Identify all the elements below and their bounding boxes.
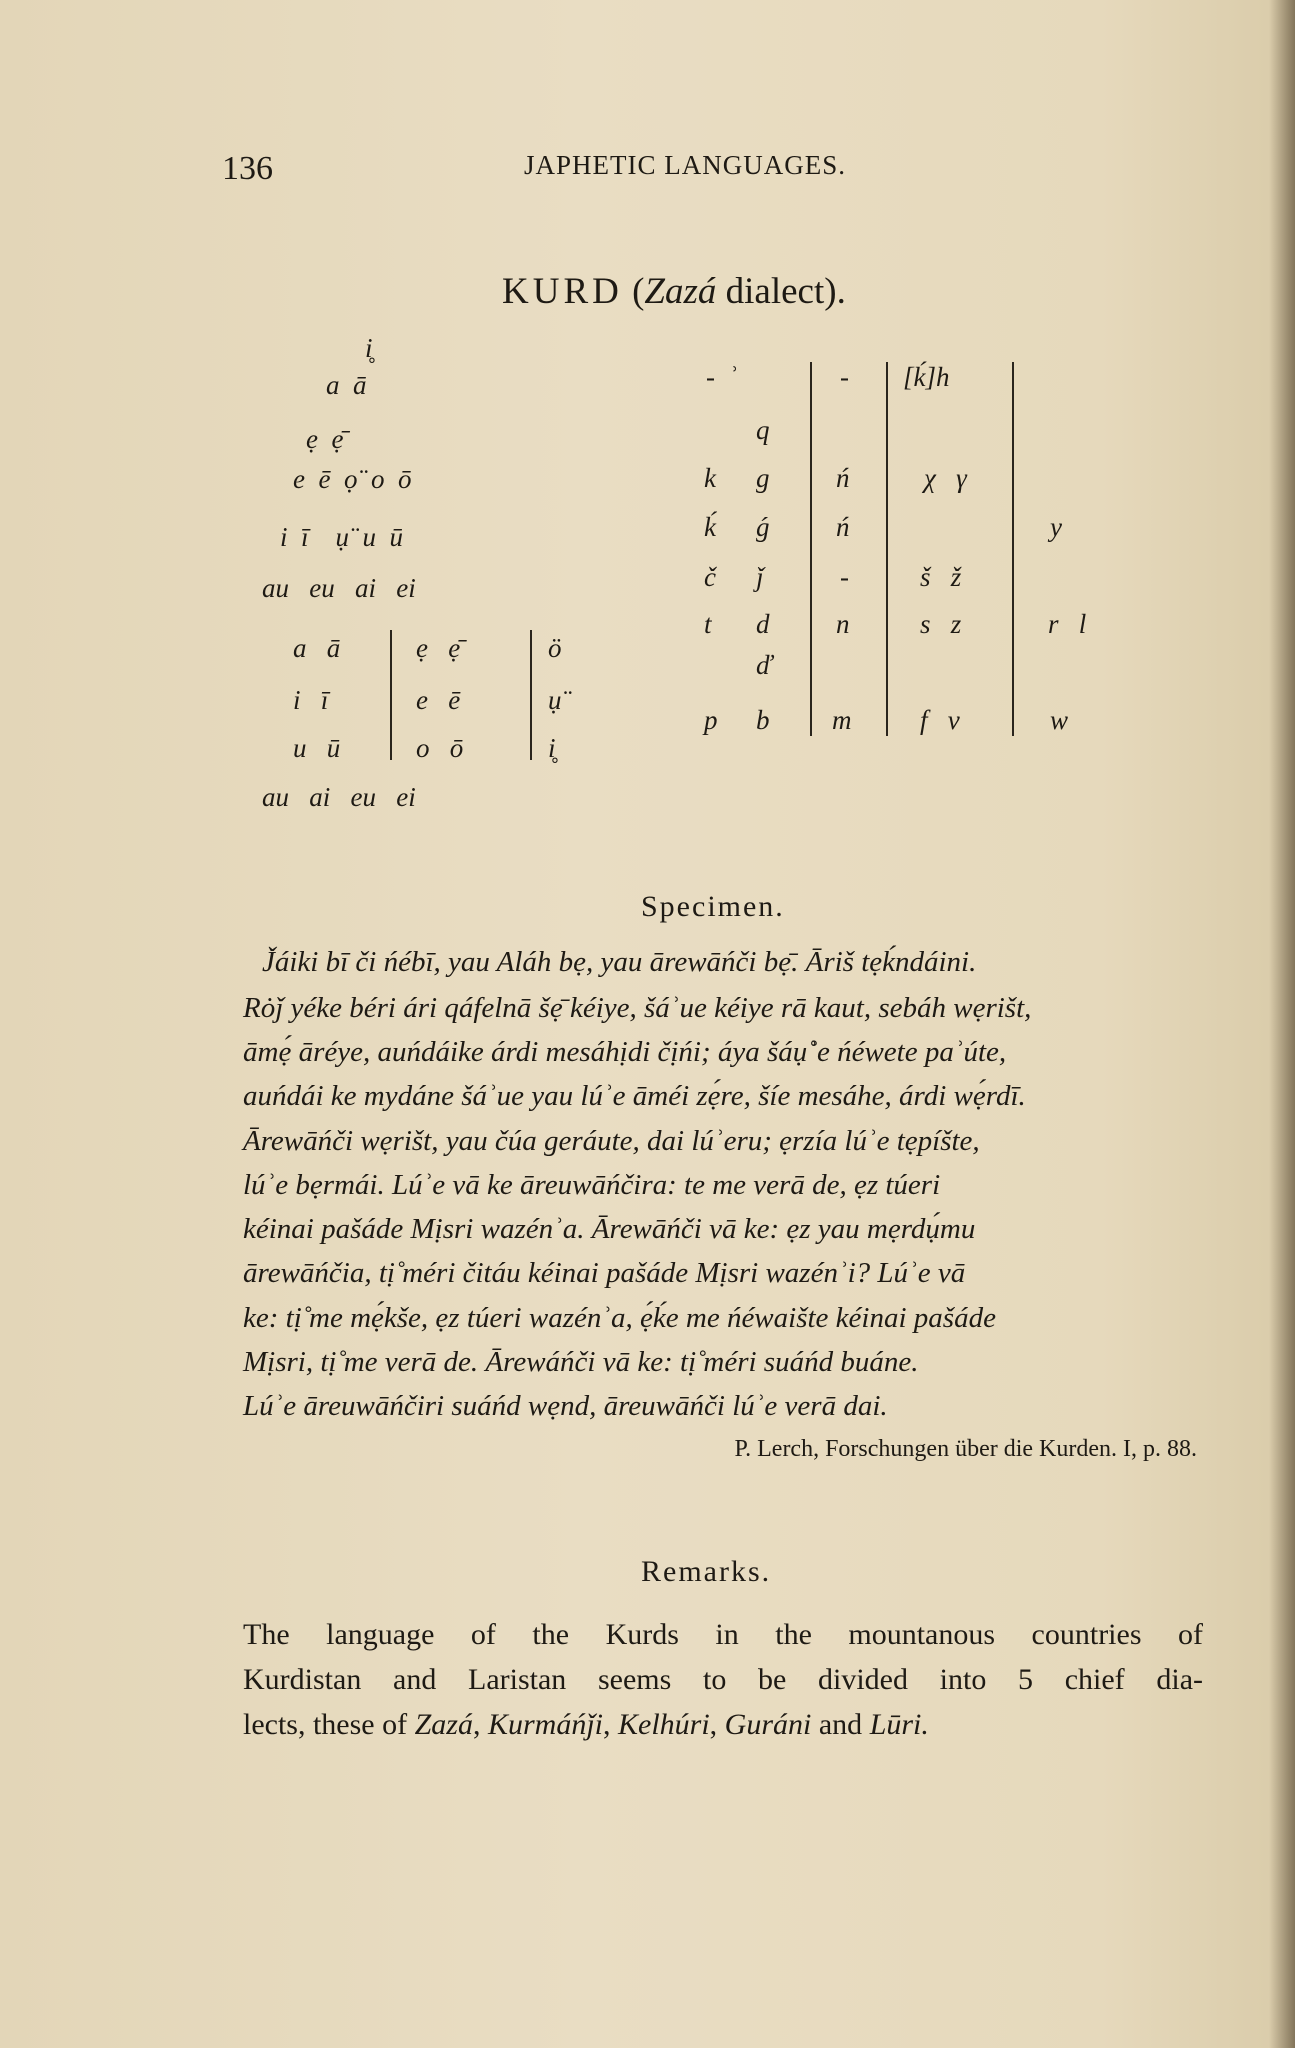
remarks-line-2: Kurdistan and Laristan seems to be divided into 5 chief dia- (243, 1663, 1203, 1696)
vowel-grid-c2-r2: e ē (416, 685, 461, 715)
cons-k: k (704, 463, 716, 493)
cons-g-acute: ǵ (756, 512, 770, 542)
cons-d: d (756, 609, 770, 639)
specimen-line-3: āmẹ́ āréye, auńdáike árdi mesáhịdi čịńi; áya šáụ̊ʾe ńéwete paʾúte, (243, 1036, 1007, 1068)
vowel-row-diphthongs: au eu ai ei (262, 573, 416, 603)
running-title: JAPHETIC LANGUAGES. (524, 150, 846, 180)
cons-header-3: [ḱ]h (903, 362, 950, 392)
section-title (502, 270, 846, 313)
cons-n: n (836, 609, 850, 639)
cons-k-acute: ḱ (704, 512, 716, 542)
cons-chi-gamma: χ γ (924, 463, 967, 493)
cons-c-caron: č (704, 562, 716, 592)
cons-m: m (832, 705, 852, 735)
cons-p: p (704, 705, 718, 735)
vowel-grid-c2-r1: ẹ ẹ̄ (416, 633, 461, 663)
vowel-grid-divider-2 (530, 630, 532, 760)
specimen-heading: Specimen. (641, 890, 785, 923)
title-dialect-word: dialect). (716, 271, 846, 312)
remarks-heading: Remarks. (641, 1555, 772, 1588)
separator: and (811, 1708, 870, 1741)
vowel-grid-c2-r3: o ō (416, 733, 464, 763)
vowel-row-a: a ā (326, 370, 367, 400)
cons-y: y (1050, 512, 1062, 542)
cons-divider-3 (1012, 362, 1014, 736)
cons-header-1: - ʾ (706, 362, 738, 392)
specimen-line-11: Lúʾe āreuwāńčiri suáńd wẹnd, āreuwāńči lúʾe verā dai. (243, 1390, 888, 1422)
cons-dash: - (840, 562, 849, 592)
cons-t: t (704, 609, 712, 639)
cons-header-2: - (840, 362, 849, 392)
separator: , (603, 1708, 618, 1741)
remarks-line-3 (243, 1702, 1203, 1747)
vowel-grid-c3-r1: ö (548, 633, 562, 663)
vowel-top-i: i̥ (365, 333, 373, 363)
specimen-line-6: lúʾe bẹrmái. Lúʾe vā ke āreuwāńčira: te me verā de, ẹz túeri (243, 1169, 941, 1201)
vowel-row-i-u: i ī ụ̈ u ū (280, 522, 404, 552)
vowel-grid-c1-r1: a ā (293, 633, 341, 663)
vowel-row-e-dot: ẹ ẹ̄ (306, 424, 344, 454)
cons-divider-1 (810, 362, 812, 736)
vowel-grid-c3-r2: ụ̈ (548, 685, 562, 715)
title-kurd: KURD (502, 271, 623, 312)
page-edge-shadow (1269, 0, 1295, 2048)
cons-s-z: s z (920, 609, 962, 639)
dialect-zaza: Zazá (414, 1708, 473, 1741)
separator: , (472, 1708, 488, 1741)
title-dialect-open: ( (632, 271, 645, 312)
specimen-line-4: auńdái ke mydáne šáʾue yau lúʾe āméi zẹ́re, šíe mesáhe, árdi wẹ́rdī. (243, 1080, 1026, 1112)
vowel-grid-c1-r2: i ī (293, 685, 329, 715)
dialect-luri: Lūri. (869, 1708, 929, 1741)
dialect-kelhuri: Kelhúri (618, 1708, 710, 1741)
title-dialect-name: Zazá (644, 271, 717, 312)
vowel-bottom-diphthongs: au ai eu ei (262, 782, 416, 812)
cons-w: w (1050, 705, 1069, 735)
separator: , (709, 1708, 725, 1741)
specimen-line-2: Rȯǰ yéke béri ári qáfelnā šẹ̄ kéiye, šáʾue kéiye rā kaut, sebáh wẹrišt, (243, 992, 1032, 1024)
specimen-line-8: ārewāńčia, tị̊ méri čitáu kéinai pašáde Mịsri wazénʾi? Lúʾe vā (243, 1257, 966, 1289)
cons-d-caron: ď (756, 650, 773, 680)
remarks-line-3-prefix: lects, these of (243, 1708, 415, 1741)
cons-n-acute-1: ń (836, 463, 850, 493)
cons-q: q (756, 415, 770, 445)
vowel-grid-c3-r3: i̥ (548, 733, 556, 763)
page-number: 136 (222, 150, 273, 187)
specimen-line-1: J̌áiki bī či ńébī, yau Aláh bẹ, yau ārewāńči bẹ̄. Āriš tẹḱndáini. (262, 946, 977, 978)
cons-r-l: r l (1048, 609, 1087, 639)
vowel-grid-c1-r3: u ū (293, 733, 341, 763)
specimen-line-7: kéinai pašáde Mịsri wazénʾa. Ārewāńči vā ke: ẹz yau mẹrdụ́mu (243, 1213, 976, 1245)
vowel-grid-divider-1 (390, 630, 392, 760)
specimen-line-9: ke: tị̊ me mẹ́kše, ẹz túeri wazénʾa, ẹ́ḱe me ńéwaište kéinai pašáde (243, 1302, 996, 1334)
cons-g: g (756, 463, 770, 493)
remarks-paragraph (243, 1612, 1203, 1747)
dialect-gurani: Guráni (724, 1708, 812, 1741)
cons-j-caron: ǰ (756, 562, 764, 592)
dialect-kurmanji: Kurmáńǰi (487, 1708, 603, 1741)
specimen-citation: P. Lerch, Forschungen über die Kurden. I, p. 88. (734, 1436, 1197, 1462)
cons-n-acute-2: ń (836, 512, 850, 542)
cons-divider-2 (886, 362, 888, 736)
remarks-line-1: The language of the Kurds in the mountanous countries of (243, 1618, 1203, 1651)
vowel-row-e-o: e ē ọ̈ o ō (293, 464, 412, 494)
specimen-line-10: Mịsri, tị̊ me verā de. Ārewáńči vā ke: tị̊ méri suáńd buáne. (243, 1346, 919, 1378)
specimen-line-5: Ārewāńči wẹrišt, yau čúa geráute, dai lúʾeru; ẹrzía lúʾe tẹpíšte, (243, 1125, 980, 1157)
cons-b: b (756, 705, 770, 735)
cons-s-z-caron: š ž (920, 562, 962, 592)
cons-f-v: f v (920, 705, 960, 735)
